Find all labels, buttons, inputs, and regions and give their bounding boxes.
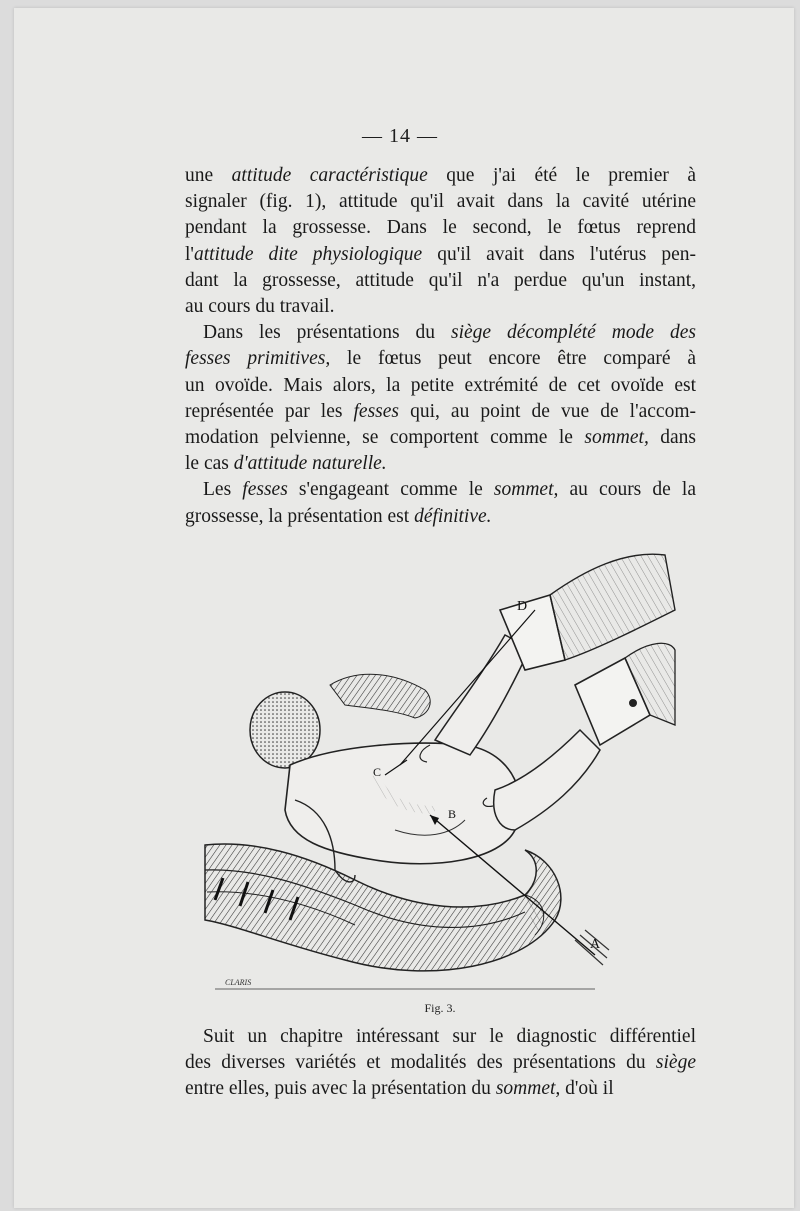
italic-text: fesses xyxy=(353,400,400,422)
paragraph xyxy=(185,1024,696,1103)
upper-text xyxy=(185,163,696,530)
italic-text: attitude caractéristique xyxy=(231,165,428,186)
text-line: représentée par les fesses qui, au point de vue de l'accom- xyxy=(185,400,696,422)
obstetric-illustration xyxy=(195,540,685,1000)
figure-caption: Fig. 3. xyxy=(424,1001,456,1015)
italic-text: fesses xyxy=(242,479,288,501)
page-number: — 14 — xyxy=(362,125,438,147)
text-line: modation pelvienne, se comportent comme le sommet, dans xyxy=(185,427,696,449)
paragraph xyxy=(185,163,696,320)
italic-text: sommet, xyxy=(493,479,559,501)
italic-text: siège xyxy=(655,1052,696,1074)
text-line: des diverses variétés et modalités des présentations du siège xyxy=(185,1052,696,1074)
text-line: pendant la grossesse. Dans le second, le fœtus reprend xyxy=(185,217,696,239)
label-a: A xyxy=(590,937,601,952)
text-line: au cours du travail. xyxy=(185,296,335,318)
italic-text: sommet, xyxy=(495,1078,561,1100)
text-line: l'attitude dite physiologique qu'il avait dans l'utérus pen- xyxy=(185,243,696,265)
text-line: fesses primitives, le fœtus peut encore être comparé à xyxy=(185,348,696,370)
paragraph xyxy=(185,320,696,477)
text-line: entre elles, puis avec la présentation du sommet, d'où il xyxy=(185,1078,614,1100)
pelvis-shape xyxy=(205,844,561,971)
lower-text xyxy=(185,1024,696,1103)
text-line: un ovoïde. Mais alors, la petite extrémité de cet ovoïde est xyxy=(185,374,696,396)
text-line: grossesse, la présentation est définitive. xyxy=(185,505,492,527)
text-line: une attitude caractéristique que j'ai été le premier à xyxy=(185,165,697,186)
italic-text: siège décomplété mode des xyxy=(451,322,696,344)
text-line: Suit un chapitre intéressant sur le diagnostic différentiel xyxy=(203,1026,696,1047)
text-line: Les fesses s'engageant comme le sommet, au cours de la xyxy=(203,479,697,501)
engraver-signature: CLARIS xyxy=(225,978,252,987)
text-line: le cas d'attitude naturelle. xyxy=(185,453,387,475)
label-b: B xyxy=(448,807,457,821)
italic-text: d'attitude naturelle. xyxy=(233,453,387,475)
paragraph xyxy=(185,477,696,529)
label-c: C xyxy=(373,765,382,779)
text-line: signaler (fig. 1), attitude qu'il avait dans la cavité utérine xyxy=(185,191,696,213)
text-line: Dans les présentations du siège décomplété mode des xyxy=(203,322,696,344)
label-d: D xyxy=(517,599,528,614)
italic-text: attitude dite physiologique xyxy=(193,243,423,265)
hair-detail xyxy=(330,674,430,718)
italic-text: sommet, xyxy=(584,427,649,449)
italic-text: définitive. xyxy=(414,505,492,527)
italic-text: fesses primitives, xyxy=(185,348,331,370)
text-line: dant la grossesse, attitude qu'il n'a perdue qu'un instant, xyxy=(185,269,696,291)
